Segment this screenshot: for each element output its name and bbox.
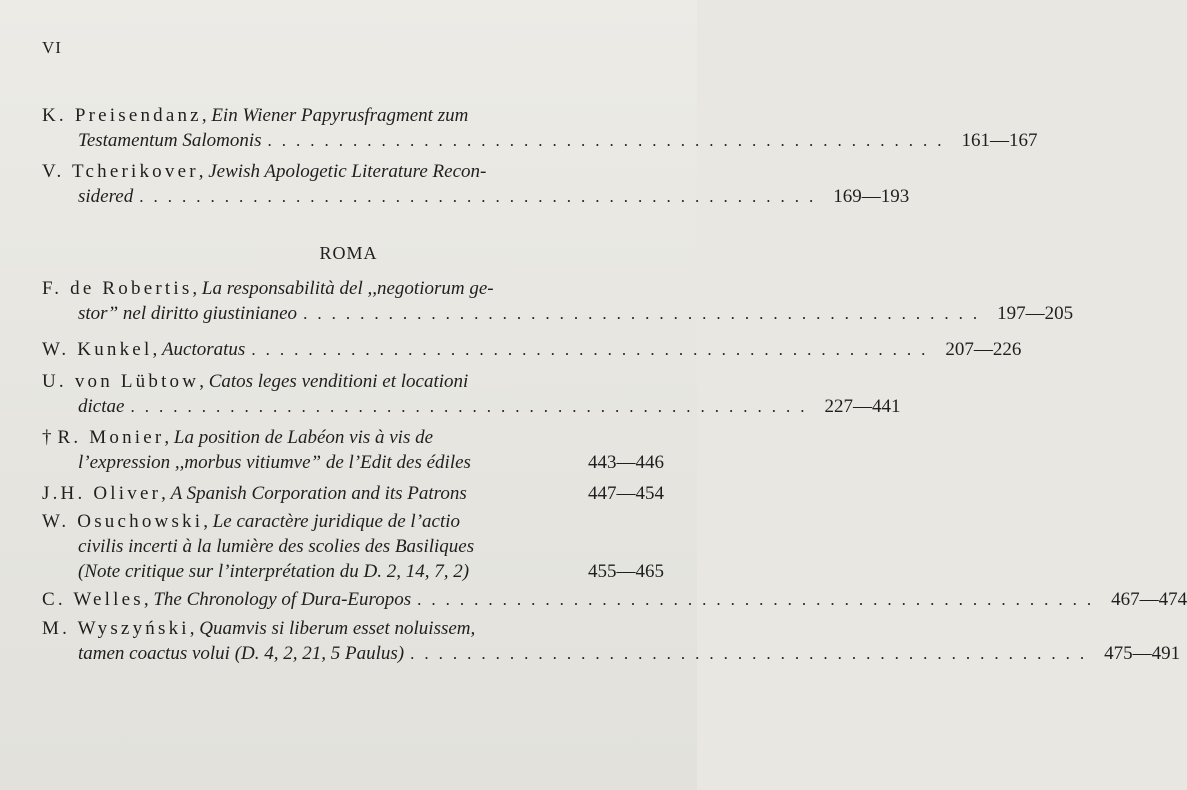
toc-line [42,337,1022,362]
toc-line [42,534,664,559]
entry-author: R. Monier [57,427,165,448]
entry-title-cont: dictae [78,396,125,417]
entry-title: Quamvis si liberum esset noluissem, [199,618,476,639]
leader-dots: ................................................ [251,340,936,359]
entry-author: W. Osuchowski [42,511,204,532]
toc-line [42,509,664,534]
entry-pages: 443—446 [588,452,664,473]
entry-pages: 161—167 [961,130,1038,151]
entry-title: Jewish Apologetic Literature Recon- [208,161,487,182]
entry-separator: , [164,427,170,448]
entry-title: The Chronology of Dura-Europos [153,589,412,610]
leader-dots: ................................................ [410,644,1095,663]
entry-title: La position de Labéon vis à vis de [173,427,434,448]
toc-entry [42,276,1074,326]
entry-title: A Spanish Corporation and its Patrons [170,483,467,504]
toc-line [42,641,1181,666]
entry-author: F. de Robertis [42,278,193,299]
entry-pages: 455—465 [588,561,664,582]
toc-line [42,159,664,184]
entry-title: La responsabilità del ,,negotiorum ge- [201,278,494,299]
entry-separator: , [192,278,198,299]
toc-line [42,184,910,209]
toc-line [42,369,664,394]
entry-title-cont: stor” nel diritto giustinianeo [78,303,298,324]
entry-author: M. Wyszyński [42,618,190,639]
toc-line [42,425,664,450]
entry-title-cont: (Note critique sur l’interprétation du D. 2, 14, 7, 2) [78,561,470,582]
toc-entry [42,587,1187,612]
toc-line [42,616,664,641]
toc-line [42,481,664,506]
entry-pages: 207—226 [945,339,1022,360]
toc-entry [42,616,1181,666]
toc-line [42,394,901,419]
entry-pages: 227—441 [824,396,901,417]
entry-title-cont: Testamentum Salomonis [78,130,262,151]
page-number: VI [42,38,62,57]
deceased-mark: † [42,427,52,448]
toc-entry [42,425,664,475]
toc-entry [42,159,910,209]
entry-pages: 467—474 [1111,589,1187,610]
entry-pages: 447—454 [588,483,664,504]
leader-dots: ................................................ [303,304,988,323]
toc-line [42,559,664,584]
entry-pages: 169—193 [833,186,910,207]
entry-separator: , [198,161,204,182]
toc-entry [42,337,1022,362]
section-heading: ROMA [319,243,378,263]
toc-entry [42,509,664,584]
entry-separator: , [199,371,204,392]
entry-title-cont: tamen coactus volui (D. 4, 2, 21, 5 Paulus) [78,643,405,664]
toc-line [42,450,664,475]
entry-separator: , [203,511,208,532]
entry-separator: , [152,339,158,360]
entry-separator: , [201,105,207,126]
entry-title-cont: civilis incerti à la lumière des scolies des Basiliques [78,536,475,557]
entry-separator: , [189,618,195,639]
leader-dots: ................................................ [267,131,952,150]
toc-line [42,128,1038,153]
entry-separator: , [161,483,166,504]
entry-separator: , [143,589,149,610]
entry-pages: 475—491 [1104,643,1181,664]
entry-pages: 197—205 [997,303,1074,324]
entry-author: V. Tcherikover [42,161,199,182]
toc-line [42,587,1187,612]
toc-line [42,301,1074,326]
entry-title-cont: sidered [78,186,134,207]
toc-entry [42,481,664,506]
entry-author: W. Kunkel [42,339,153,360]
entry-author: C. Welles [42,589,144,610]
entry-title: Ein Wiener Papyrusfragment zum [211,105,469,126]
entry-title: Auctoratus [161,339,246,360]
entry-author: U. von Lübtow [42,371,200,392]
leader-dots: ................................................ [139,187,824,206]
toc-line [42,276,664,301]
entry-author: J.H. Oliver [42,483,162,504]
entry-title: Catos leges venditioni et locationi [208,371,469,392]
entry-author: K. Preisendanz [42,105,202,126]
leader-dots: ................................................ [417,590,1102,609]
toc-line [42,103,664,128]
entry-title-cont: l’expression ,,morbus vitiumve” de l’Edit des édiles [78,452,471,473]
entry-title: Le caractère juridique de l’actio [212,511,461,532]
leader-dots: ................................................ [130,397,815,416]
toc-entry [42,103,1038,153]
toc-entry [42,369,901,419]
